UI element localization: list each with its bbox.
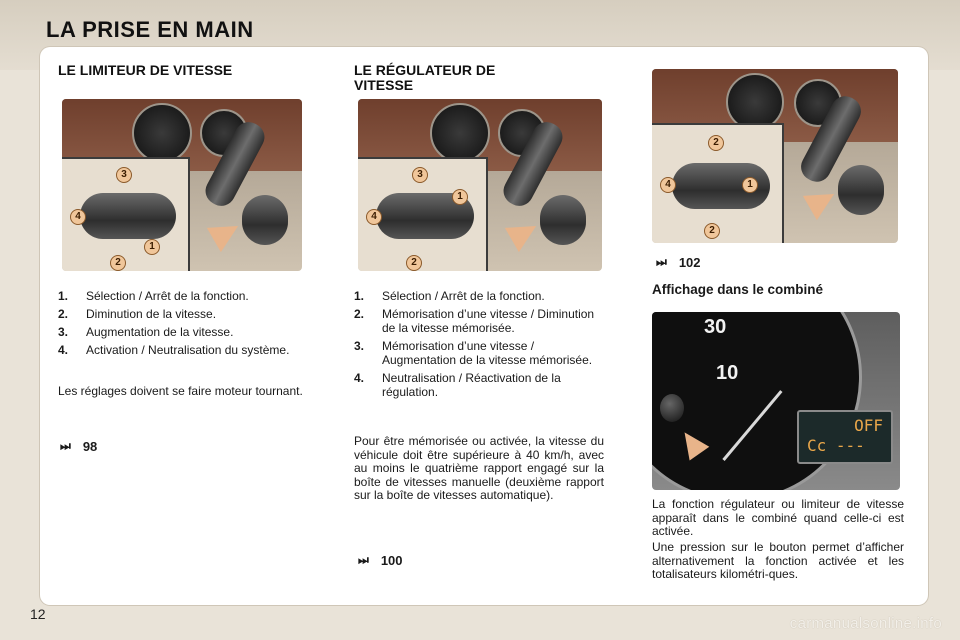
fast-forward-to-end-icon: ⏭ (656, 255, 667, 269)
callout-4: 4 (70, 209, 86, 225)
ref-number: 102 (678, 255, 701, 270)
item-number: 1. (354, 289, 365, 303)
display-para-2: Une pression sur le bouton permet d’afficher alternativement la fonction activée et les totalisateurs kilométri-ques. (652, 540, 904, 581)
regulator-note: Pour être mémorisée ou activée, la vitesse du véhicule doit être supérieure à 40 km/h, avec au moins le quatrième rapport engagé sur la boîte de vitesses manuelle (deuxième rapport sur la boîte de vitesses automatique). (354, 434, 604, 502)
callout-1: 1 (452, 189, 468, 205)
callout-2: 2 (110, 255, 126, 271)
callout-2: 2 (704, 223, 720, 239)
callout-4: 4 (366, 209, 382, 225)
page-number: 12 (30, 606, 46, 622)
item-text: Sélection / Arrêt de la fonction. (86, 289, 249, 303)
page-title: LA PRISE EN MAIN (46, 17, 254, 42)
callout-3: 3 (412, 167, 428, 183)
list-item (58, 325, 314, 339)
list-item (58, 343, 314, 357)
item-number: 4. (58, 343, 69, 357)
dial-label-30: 30 (704, 316, 727, 338)
regulator-title: LE RÉGULATEUR DE VITESSE (354, 62, 496, 93)
regulator-photo (358, 99, 602, 271)
ref-number: 100 (380, 553, 403, 568)
display-subtitle: Affichage dans le combiné (652, 282, 824, 297)
callout-2: 2 (708, 135, 724, 151)
limiter-page-ref[interactable] (60, 439, 97, 454)
stalk-tip-graphic (540, 195, 586, 245)
item-text: Mémorisation d’une vitesse / Augmentation de la vitesse mémorisée. (382, 339, 593, 367)
list-item (354, 371, 604, 399)
list-item (354, 339, 604, 367)
list-item (58, 289, 314, 303)
stalk-tip-graphic (242, 195, 288, 245)
callout-1: 1 (742, 177, 758, 193)
item-number: 4. (354, 371, 365, 385)
instrument-cluster-photo (652, 312, 900, 490)
item-text: Sélection / Arrêt de la fonction. (382, 289, 545, 303)
item-text: Activation / Neutralisation du système. (86, 343, 290, 357)
control-stalk-graphic (80, 193, 176, 239)
item-text: Mémorisation d’une vitesse / Diminution de la vitesse mémorisée. (382, 307, 595, 335)
fast-forward-to-end-icon: ⏭ (358, 553, 369, 567)
display-para-1: La fonction régulateur ou limiteur de vitesse apparaît dans le combiné quand celle-ci est activée. (652, 497, 904, 538)
cluster-button (660, 394, 684, 422)
display-inset (652, 123, 784, 243)
item-number: 1. (58, 289, 69, 303)
regulator-inset (358, 157, 488, 271)
limiter-note: Les réglages doivent se faire moteur tournant. (58, 384, 303, 398)
item-text: Augmentation de la vitesse. (86, 325, 234, 339)
lcd-display (797, 410, 893, 464)
arrow-graphic (505, 214, 543, 252)
dial-label-10: 10 (716, 362, 739, 384)
lcd-line-2: Cc --- (807, 436, 865, 455)
regulator-list (354, 289, 604, 403)
limiter-list (58, 289, 314, 361)
lcd-line-1: OFF (854, 416, 883, 435)
limiter-title: LE LIMITEUR DE VITESSE (58, 62, 233, 78)
list-item (354, 289, 604, 303)
callout-4: 4 (660, 177, 676, 193)
item-text: Diminution de la vitesse. (86, 307, 217, 321)
fast-forward-to-end-icon: ⏭ (60, 439, 71, 453)
stalk-tip-graphic (838, 165, 884, 215)
item-number: 2. (58, 307, 69, 321)
gauge-graphic (132, 103, 192, 163)
item-number: 3. (354, 339, 365, 353)
list-item (354, 307, 604, 335)
display-page-ref[interactable] (656, 255, 701, 270)
watermark: carmanualsonline.info (789, 615, 942, 632)
list-item (58, 307, 314, 321)
display-button-photo (652, 69, 898, 243)
limiter-inset (62, 157, 190, 271)
item-number: 2. (354, 307, 365, 321)
item-number: 3. (58, 325, 69, 339)
arrow-graphic (207, 214, 245, 252)
regulator-page-ref[interactable] (358, 553, 403, 568)
arrow-graphic (803, 182, 841, 220)
callout-2: 2 (406, 255, 422, 271)
callout-1: 1 (144, 239, 160, 255)
item-text: Neutralisation / Réactivation de la régulation. (382, 371, 561, 399)
limiter-photo (62, 99, 302, 271)
gauge-graphic (430, 103, 490, 163)
callout-3: 3 (116, 167, 132, 183)
ref-number: 98 (82, 439, 98, 454)
